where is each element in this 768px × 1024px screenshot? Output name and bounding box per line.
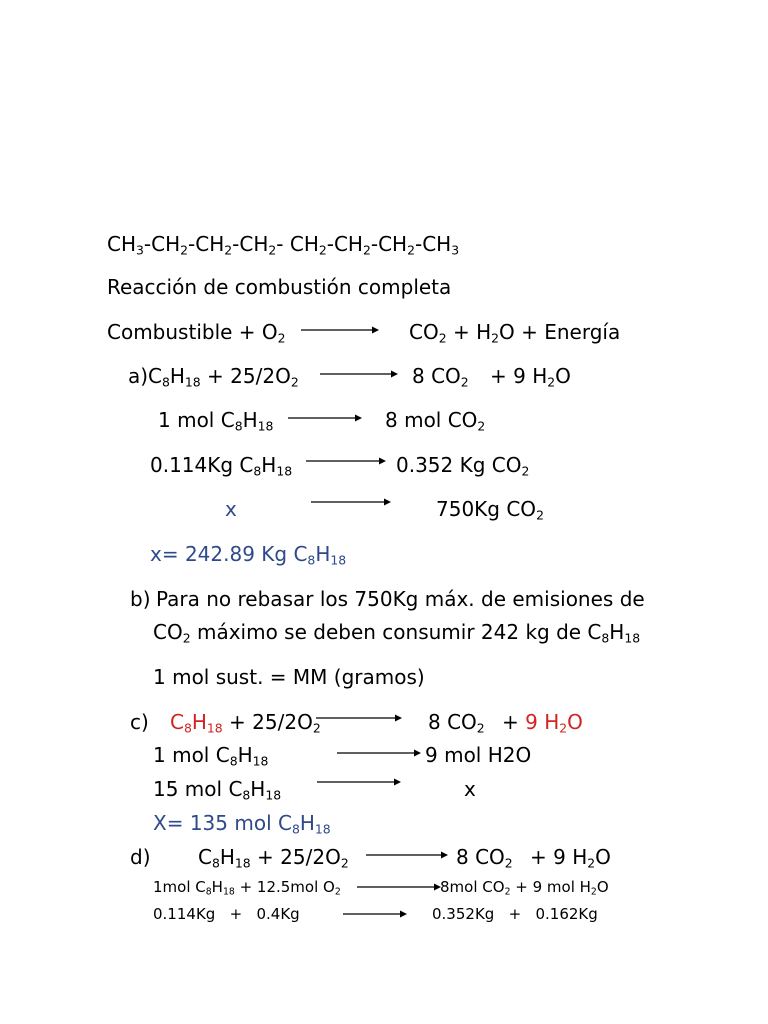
part-d-eq-left (198, 845, 349, 869)
row-text: H (211, 878, 223, 896)
row-subscript: 8 (242, 787, 251, 803)
arrow-icon (343, 909, 407, 919)
formula-subscript: 2 (362, 242, 371, 258)
formula-text: -CH (232, 232, 269, 256)
formula-subscript: 2 (224, 242, 233, 258)
eq-subscript: 18 (206, 720, 223, 736)
part-c-row-1-right: 9 mol H2O (425, 743, 532, 767)
row-text: H (250, 777, 266, 801)
row-subscript: 18 (257, 418, 274, 434)
part-b-subscript: 8 (601, 630, 610, 646)
part-d-row-2-left: 0.114Kg + 0.4Kg (153, 905, 300, 923)
row-text: 0.114Kg C (150, 453, 254, 477)
row-subscript: 8 (205, 886, 212, 898)
row-text: H (242, 408, 258, 432)
row-subscript: 18 (252, 753, 269, 769)
eq-text: H (169, 364, 185, 388)
eq-text: O (567, 710, 583, 734)
eq-text: + 25/2O (222, 710, 313, 734)
part-a-row-1-left (158, 408, 273, 432)
eq-text: + 9 H (490, 364, 548, 388)
eq-text: 8 CO (412, 364, 461, 388)
part-c-fuel (170, 710, 223, 734)
part-c-eq-right (428, 710, 485, 734)
part-b-label: b) (130, 587, 151, 611)
eq-subscript: 8 (161, 374, 170, 390)
part-b-text: H (609, 620, 625, 644)
part-c-row-1 (153, 743, 553, 767)
eq-text: C (148, 364, 162, 388)
eq-text: H (191, 710, 207, 734)
row-subscript: 2 (521, 463, 530, 479)
part-b-text: máximo se deben consumir 242 kg de C (190, 620, 602, 644)
eq-subscript: 2 (587, 855, 596, 871)
part-c-row-2 (153, 777, 493, 801)
formula-subscript: 2 (318, 242, 327, 258)
arrow-icon (366, 850, 448, 860)
row-text: 1mol C (153, 878, 206, 896)
formula-subscript: 3 (451, 242, 460, 258)
eq-subscript: 2 (491, 330, 500, 346)
result-text: H (315, 542, 331, 566)
part-d-eq-right-water (530, 845, 611, 869)
row-subscript: 18 (222, 886, 235, 898)
eq-text: + 25/2O (200, 364, 291, 388)
row-subscript: 8 (229, 753, 238, 769)
eq-subscript: 2 (290, 374, 299, 390)
arrow-icon (357, 882, 441, 892)
part-a-row-1 (158, 408, 618, 432)
part-a-row-1-right (385, 408, 485, 432)
row-text: 750Kg CO (436, 497, 537, 521)
row-text: O (596, 878, 609, 896)
result-text: H (299, 811, 315, 835)
part-b-subscript: 2 (182, 630, 191, 646)
part-a-result (150, 542, 346, 566)
row-subscript: 2 (477, 418, 486, 434)
row-text: 1 mol C (158, 408, 235, 432)
part-c-row-1-left (153, 743, 268, 767)
arrow-icon (301, 325, 379, 335)
part-c-row-2-left (153, 777, 281, 801)
general-eq-right (409, 320, 620, 344)
part-a-row-2-left (150, 453, 292, 477)
part-c-equation (130, 710, 600, 734)
part-d-row-2 (153, 905, 613, 923)
row-subscript: 2 (504, 886, 511, 898)
row-subscript: 2 (334, 886, 341, 898)
eq-text: C (170, 710, 184, 734)
eq-text: C (198, 845, 212, 869)
part-a-eq-right (412, 364, 469, 388)
part-b-line-2 (153, 620, 640, 644)
eq-text: 8 CO (456, 845, 505, 869)
part-a-eq-right-water (490, 364, 571, 388)
part-a-row-2 (150, 453, 630, 477)
eq-text: + 9 H (530, 845, 588, 869)
general-equation (107, 320, 667, 344)
part-a-row-2-right (396, 453, 529, 477)
part-a-label: a) (128, 364, 149, 388)
result-subscript: 8 (291, 821, 300, 837)
general-eq-left (107, 320, 286, 344)
part-d-eq-right (456, 845, 513, 869)
row-text: 8mol CO (440, 878, 505, 896)
part-c-eq-left (170, 710, 321, 734)
eq-subscript: 2 (547, 374, 556, 390)
formula-text: - CH (276, 232, 319, 256)
eq-subscript: 2 (460, 374, 469, 390)
eq-text: O (595, 845, 611, 869)
arrow-icon (306, 456, 386, 466)
eq-subscript: 2 (277, 330, 286, 346)
eq-subscript: 18 (234, 855, 251, 871)
part-d-label: d) (130, 845, 151, 869)
formula-text: CH (107, 232, 137, 256)
formula-subscript: 2 (407, 242, 415, 258)
formula-text: -CH (143, 232, 181, 256)
part-d-row-2-right: 0.352Kg + 0.162Kg (432, 905, 598, 923)
eq-subscript: 2 (476, 720, 485, 736)
molar-mass-line: 1 mol sust. = MM (gramos) (153, 665, 425, 689)
result-subscript: 8 (307, 552, 316, 568)
part-a-eq-left (148, 364, 299, 388)
part-b-subscript: 18 (624, 630, 641, 646)
part-a-equation (128, 364, 648, 388)
eq-text: CO (409, 320, 439, 344)
row-subscript: 2 (590, 886, 597, 898)
eq-text: 9 H (525, 710, 560, 734)
eq-subscript: 2 (312, 720, 321, 736)
eq-text: 8 CO (428, 710, 477, 734)
part-d-row-1-left (153, 878, 341, 896)
row-subscript: 2 (536, 507, 544, 523)
formula-text: -CH (188, 232, 225, 256)
arrow-icon (316, 713, 402, 723)
formula-subscript: 2 (180, 242, 189, 258)
row-text: H (261, 453, 277, 477)
eq-subscript: 8 (183, 720, 192, 736)
part-c-row-2-right: x (464, 777, 476, 801)
eq-text: H (219, 845, 235, 869)
result-text: x= 242.89 Kg C (150, 542, 308, 566)
eq-text: + (502, 710, 526, 734)
formula-subscript: 3 (136, 242, 144, 258)
result-subscript: 18 (330, 552, 347, 568)
formula-text: -CH (370, 232, 408, 256)
row-text: + 9 mol H (510, 878, 591, 896)
eq-subscript: 18 (184, 374, 201, 390)
arrow-icon (288, 413, 362, 423)
structural-formula (107, 232, 459, 256)
eq-text: + 25/2O (250, 845, 341, 869)
part-b-line-1 (130, 587, 670, 611)
part-b-text-1: Para no rebasar los 750Kg máx. de emisiones de (156, 587, 645, 611)
eq-subscript: 2 (504, 855, 513, 871)
eq-subscript: 2 (438, 330, 447, 346)
row-subscript: 18 (276, 463, 293, 479)
row-subscript: 18 (265, 787, 282, 803)
arrow-icon (311, 497, 391, 507)
eq-subscript: 2 (340, 855, 349, 871)
row-text: 8 mol CO (385, 408, 478, 432)
row-subscript: 8 (253, 463, 262, 479)
arrow-icon (320, 369, 398, 379)
eq-text: O + Energía (499, 320, 621, 344)
result-text: X= 135 mol C (153, 811, 292, 835)
row-text: H (237, 743, 253, 767)
arrow-icon (317, 777, 401, 787)
result-subscript: 18 (314, 821, 331, 837)
eq-text: + H (446, 320, 492, 344)
part-d-equation (130, 845, 630, 869)
eq-text: O (555, 364, 571, 388)
row-text: 0.352 Kg CO (396, 453, 522, 477)
row-text: 1 mol C (153, 743, 230, 767)
formula-text: -CH (326, 232, 363, 256)
combustion-title: Reacción de combustión completa (107, 275, 452, 299)
part-b-text: CO (153, 620, 183, 644)
part-c-result (153, 811, 331, 835)
part-a-row-3-right (436, 497, 544, 521)
row-text: + 12.5mol O (234, 878, 335, 896)
part-c-label: c) (130, 710, 149, 734)
arrow-icon (337, 748, 421, 758)
formula-subscript: 2 (268, 242, 277, 258)
eq-subscript: 2 (559, 720, 568, 736)
part-a-row-3 (225, 497, 555, 521)
eq-text: Combustible + O (107, 320, 278, 344)
part-c-eq-right-water (502, 710, 583, 734)
row-text: 15 mol C (153, 777, 243, 801)
formula-text: -CH (415, 232, 452, 256)
row-subscript: 8 (234, 418, 243, 434)
eq-subscript: 8 (211, 855, 220, 871)
part-d-row-1-right (440, 878, 609, 896)
part-c-water (525, 710, 583, 734)
part-a-row-3-left: x (225, 497, 237, 521)
part-d-row-1 (153, 878, 623, 896)
